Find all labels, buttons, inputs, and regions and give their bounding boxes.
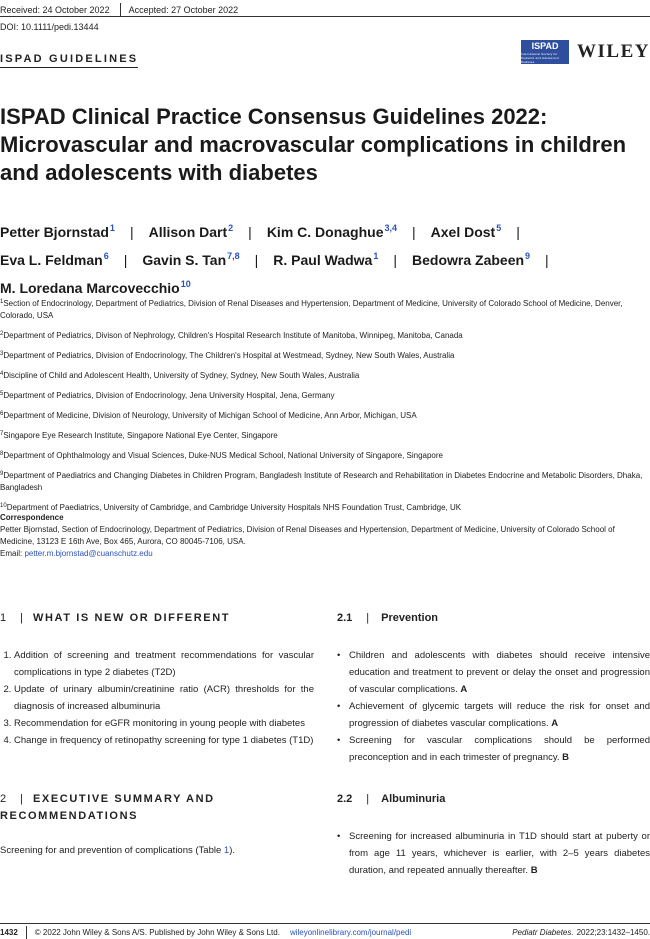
affiliation-number: 2	[0, 331, 4, 337]
heading-separator: |	[366, 612, 370, 624]
author-name[interactable]: Petter Bjornstad	[0, 224, 109, 240]
ispad-logo-text: ISPAD	[531, 40, 559, 51]
section-1-heading	[0, 610, 314, 627]
list-item	[349, 647, 650, 698]
subsection-number: 2.1	[337, 612, 353, 624]
author-separator: |	[412, 224, 416, 240]
author-affil-ref[interactable]: 9	[525, 251, 531, 261]
doi[interactable]: DOI: 10.1111/pedi.13444	[0, 22, 99, 32]
evidence-grade: B	[562, 752, 570, 763]
author-separator: |	[129, 224, 134, 240]
list-item: 2. Update of urinary albumin/creatinine ratio (ACR) thresholds for the diagnosis of increased albuminuria	[14, 681, 314, 715]
author-name[interactable]: Allison Dart	[148, 224, 228, 240]
author-affil-ref[interactable]: 5	[496, 223, 502, 233]
affiliation-text: Department of Ophthalmology and Visual Sciences, Duke-NUS Medical School, National University of Singapore, Singapore	[3, 451, 443, 460]
whats-new-list	[0, 647, 314, 749]
affiliation-text: Singapore Eye Research Institute, Singapore National Eye Center, Singapore	[3, 431, 278, 440]
accepted-date: Accepted: 27 October 2022	[128, 4, 239, 15]
list-item	[349, 698, 650, 732]
affiliation	[0, 408, 650, 422]
wiley-logo: WILEY	[577, 41, 650, 62]
article-meta	[0, 3, 238, 32]
paragraph-text: ).	[229, 845, 236, 856]
author-affil-ref[interactable]: 7,8	[227, 251, 240, 261]
recommendation-text: Screening for vascular complications should be performed preconception and in each trimester of pregnancy.	[349, 735, 650, 763]
list-item: 3. Recommendation for eGFR monitoring in young people with diabetes	[14, 715, 314, 732]
author-affil-ref[interactable]: 1	[373, 251, 379, 261]
correspondence-address: Petter Bjornstad, Section of Endocrinology, Department of Pediatrics, Division of Renal Diseases and Hypertension, Department of Medicine, University of Colorado School of Medicine, 13123 E 16th Ave, Box 465, Aurora, CO 80045-7106, USA.	[0, 525, 615, 546]
section-2-1-heading	[337, 610, 650, 627]
affiliation-text: Department of Pediatrics, Division of Endocrinology, Jena University Hospital, Jena, Germany	[3, 391, 335, 400]
subsection-title: Prevention	[381, 612, 439, 624]
footer-rule	[0, 923, 650, 924]
email-label: Email:	[0, 549, 25, 558]
correspondence-email-line	[0, 548, 650, 560]
author-separator: |	[123, 252, 128, 268]
heading-separator: |	[366, 793, 370, 805]
copyright: © 2022 John Wiley & Sons A/S. Published by John Wiley & Sons Ltd.	[34, 928, 280, 937]
albuminuria-list	[337, 828, 650, 879]
affiliation	[0, 296, 650, 322]
journal-url[interactable]: wileyonlinelibrary.com/journal/pedi	[289, 928, 412, 937]
article-title: ISPAD Clinical Practice Consensus Guidelines 2022: Microvascular and macrovascular complications in children and adolescents with diabetes	[0, 104, 627, 185]
author-affil-ref[interactable]: 10	[180, 279, 191, 289]
author-affil-ref[interactable]: 1	[109, 223, 115, 233]
author-separator: |	[254, 252, 259, 268]
table-1-link[interactable]: 1	[223, 845, 230, 856]
ispad-logo	[521, 40, 569, 64]
section-number: 2	[0, 793, 7, 805]
affiliations	[0, 296, 650, 520]
affiliation-number: 3	[0, 351, 4, 357]
citation: 2022;23:1432–1450.	[576, 928, 650, 937]
author-name[interactable]: R. Paul Wadwa	[273, 252, 373, 268]
prevention-list	[337, 647, 650, 766]
author-affil-ref[interactable]: 2	[228, 223, 234, 233]
article-type-label: ISPAD GUIDELINES	[0, 53, 139, 65]
author-separator: |	[393, 252, 397, 268]
author-name[interactable]: Kim C. Donaghue	[266, 224, 384, 240]
page-number: 1432	[0, 928, 18, 937]
left-column	[0, 610, 314, 859]
publisher-logos	[521, 40, 650, 64]
section-2-2-heading	[337, 791, 650, 808]
journal-name: Pediatr Diabetes.	[512, 928, 574, 937]
author-affil-ref[interactable]: 6	[103, 251, 109, 261]
heading-separator: |	[20, 793, 23, 805]
affiliation	[0, 448, 650, 462]
list-item: 1. Addition of screening and treatment recommendations for vascular complications in type 2 diabetes (T2D)	[14, 647, 314, 681]
subsection-title: Albuminuria	[381, 793, 446, 805]
meta-separator	[120, 3, 121, 16]
section-number: 1	[0, 612, 7, 624]
email-link[interactable]: petter.m.bjornstad@cuanschutz.edu	[24, 549, 153, 558]
author-name[interactable]: M. Loredana Marcovecchio	[0, 280, 180, 296]
recommendation-text: Screening for increased albuminuria in T1D should start at puberty or from age 11 years, whichever is earlier, with 2–5 years diabetes duration, and repeated annually thereafter.	[349, 831, 650, 876]
affiliation	[0, 388, 650, 402]
evidence-grade: B	[530, 865, 538, 876]
section-2-heading	[0, 791, 314, 825]
received-date: Received: 24 October 2022	[0, 4, 110, 15]
paragraph-text: Screening for and prevention of complications (Table	[0, 845, 224, 856]
header-rule	[0, 16, 650, 17]
author-name[interactable]: Eva L. Feldman	[0, 252, 103, 268]
section-title: WHAT IS NEW OR DIFFERENT	[32, 612, 231, 624]
affiliation-number: 8	[0, 451, 4, 457]
affiliation-text: Department of Pediatrics, Divison of Nephrology, Children's Hospital Research Institute of Manitoba, Winnipeg, Manitoba, Canada	[3, 331, 463, 340]
affiliation-number: 7	[0, 431, 4, 437]
list-item	[349, 828, 650, 879]
author-name[interactable]: Axel Dost	[430, 224, 496, 240]
author-line-1	[0, 216, 650, 244]
affiliation	[0, 368, 650, 382]
author-separator: |	[516, 224, 520, 240]
footer-separator	[26, 926, 27, 939]
page-footer	[0, 926, 650, 939]
affiliation	[0, 328, 650, 342]
heading-separator: |	[20, 612, 23, 624]
list-item: 4. Change in frequency of retinopathy screening for type 1 diabetes (T1D)	[14, 732, 314, 749]
affiliation-text: Department of Pediatrics, Division of Endocrinology, The Children's Hospital at Westmead, Sydney, New South Wales, Australia	[3, 351, 455, 360]
recommendation-text: Achievement of glycemic targets will reduce the risk for onset and progression of diabetes vascular complications.	[349, 701, 650, 729]
affiliation-number: 5	[0, 391, 4, 397]
author-separator: |	[545, 252, 549, 268]
affiliation-number: 10	[0, 503, 7, 509]
list-item	[349, 732, 650, 766]
affiliation-number: 4	[0, 371, 4, 377]
affiliation-text: Department of Paediatrics, University of Cambridge, and Cambridge University Hospitals NHS Foundation Trust, Cambridge, UK	[6, 503, 462, 512]
author-name[interactable]: Gavin S. Tan	[142, 252, 227, 268]
subsection-number: 2.2	[337, 793, 353, 805]
affiliation-text: Department of Medicine, Division of Neurology, University of Michigan School of Medicine, Ann Arbor, Michigan, USA	[3, 411, 417, 420]
affiliation-text: Department of Paediatrics and Changing Diabetes in Children Program, Bangladesh Institute of Research and Rehabilitation in Diabetes Endocrine and Metabolic Disorders, Dhaka, Bangladesh	[0, 471, 643, 492]
ispad-logo-subtext: International Society for Pediatric and Adolescent Diabetes	[521, 51, 559, 64]
article-type-underline	[0, 67, 138, 68]
recommendation-text: Children and adolescents with diabetes should receive intensive education and treatment to prevent or delay the onset and progression of vascular complications.	[349, 650, 650, 695]
affiliation-text: Discipline of Child and Adolescent Health, University of Sydney, Sydney, New South Wales, Australia	[3, 371, 360, 380]
affiliation-number: 9	[0, 471, 4, 477]
right-column	[337, 610, 650, 879]
affiliation-number: 1	[0, 299, 4, 305]
section-title: EXECUTIVE SUMMARY AND RECOMMENDATIONS	[0, 793, 215, 822]
evidence-grade: A	[551, 718, 559, 729]
author-list	[0, 216, 650, 300]
affiliation	[0, 468, 650, 494]
section-2-paragraph	[0, 842, 314, 859]
author-line-2	[0, 244, 650, 272]
correspondence-heading: Correspondence	[0, 513, 64, 522]
affiliation-text: Section of Endocrinology, Department of Pediatrics, Division of Renal Diseases and Hypertension, Department of Medicine, University of Colorado School of Medicine, Denver, Colorado, USA	[0, 299, 623, 320]
affiliation	[0, 348, 650, 362]
correspondence	[0, 512, 650, 560]
author-separator: |	[248, 224, 252, 240]
affiliation	[0, 428, 650, 442]
affiliation-number: 6	[0, 411, 4, 417]
author-affil-ref[interactable]: 3,4	[384, 223, 397, 233]
evidence-grade: A	[460, 684, 468, 695]
author-name[interactable]: Bedowra Zabeen	[412, 252, 525, 268]
